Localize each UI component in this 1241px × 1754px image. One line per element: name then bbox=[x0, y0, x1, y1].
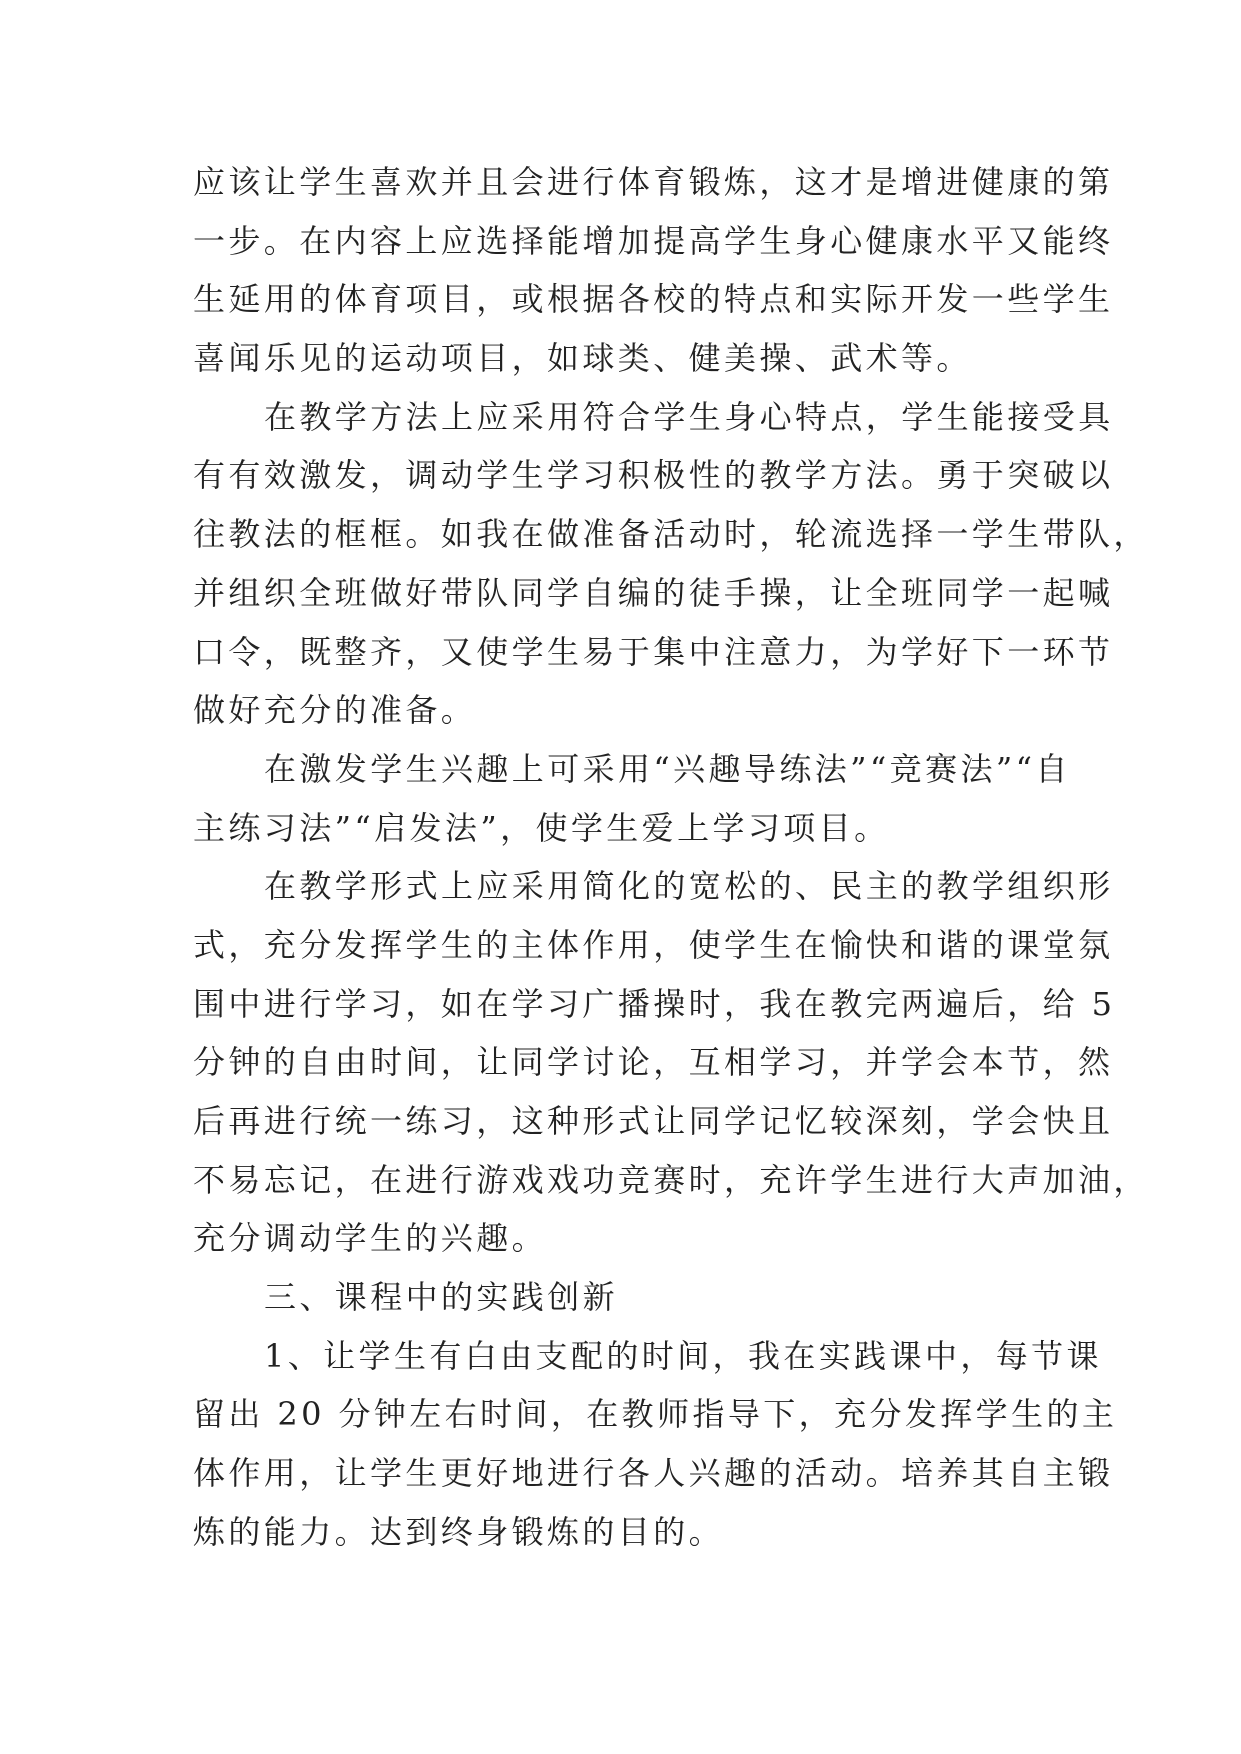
text-line: 式，充分发挥学生的主体作用，使学生在愉快和谐的课堂氛 bbox=[193, 925, 1114, 964]
text-line: 生延用的体育项目，或根据各校的特点和实际开发一些学生 bbox=[193, 280, 1114, 319]
text-line: 不易忘记，在进行游戏戏功竞赛时，充许学生进行大声加油， bbox=[193, 1160, 1149, 1199]
text-line: 体作用，让学生更好地进行各人兴趣的活动。培养其自主锻 bbox=[193, 1454, 1114, 1493]
text-line: 充分调动学生的兴趣。 bbox=[193, 1219, 548, 1258]
text-line: 分钟的自由时间，让同学讨论，互相学习，并学会本节，然 bbox=[193, 1043, 1114, 1082]
text-line: 喜闻乐见的运动项目，如球类、健美操、武术等。 bbox=[193, 339, 972, 378]
text-line: 1、让学生有白由支配的时间，我在实践课中，每节课 bbox=[264, 1336, 1102, 1375]
text-line: 主练习法”“启发法”，使学生爱上学习项目。 bbox=[193, 808, 890, 847]
document-body bbox=[193, 153, 1149, 1562]
text-line: 一步。在内容上应选择能增加提高学生身心健康水平又能终 bbox=[193, 221, 1114, 260]
text-line: 炼的能力。达到终身锻炼的目的。 bbox=[193, 1512, 725, 1551]
text-line: 做好充分的准备。 bbox=[193, 691, 477, 730]
text-line: 应该让学生喜欢并且会进行体育锻炼，这才是增进健康的第 bbox=[193, 163, 1114, 201]
text-line: 往教法的框框。如我在做准备活动时，轮流选择一学生带队， bbox=[193, 515, 1149, 554]
text-line: 留出 20 分钟左右时间，在教师指导下，充分发挥学生的主 bbox=[193, 1395, 1118, 1434]
text-line: 口令，既整齐，又使学生易于集中注意力，为学好下一环节 bbox=[193, 632, 1114, 671]
section-heading: 三、课程中的实践创新 bbox=[264, 1278, 619, 1317]
text-line: 围中进行学习，如在学习广播操时，我在教完两遍后，给 5 bbox=[193, 984, 1116, 1023]
text-line: 在激发学生兴趣上可采用“兴趣导练法”“竞赛法”“自 bbox=[264, 749, 1071, 788]
text-line: 在教学方法上应采用符合学生身心特点，学生能接受具 bbox=[264, 397, 1114, 436]
text-line: 在教学形式上应采用简化的宽松的、民主的教学组织形 bbox=[264, 867, 1114, 906]
text-line: 有有效激发，调动学生学习积极性的教学方法。勇于突破以 bbox=[193, 456, 1114, 495]
text-line: 后再进行统一练习，这种形式让同学记忆较深刻，学会快且 bbox=[193, 1102, 1114, 1140]
text-line: 并组织全班做好带队同学自编的徒手操，让全班同学一起喊 bbox=[193, 573, 1114, 612]
